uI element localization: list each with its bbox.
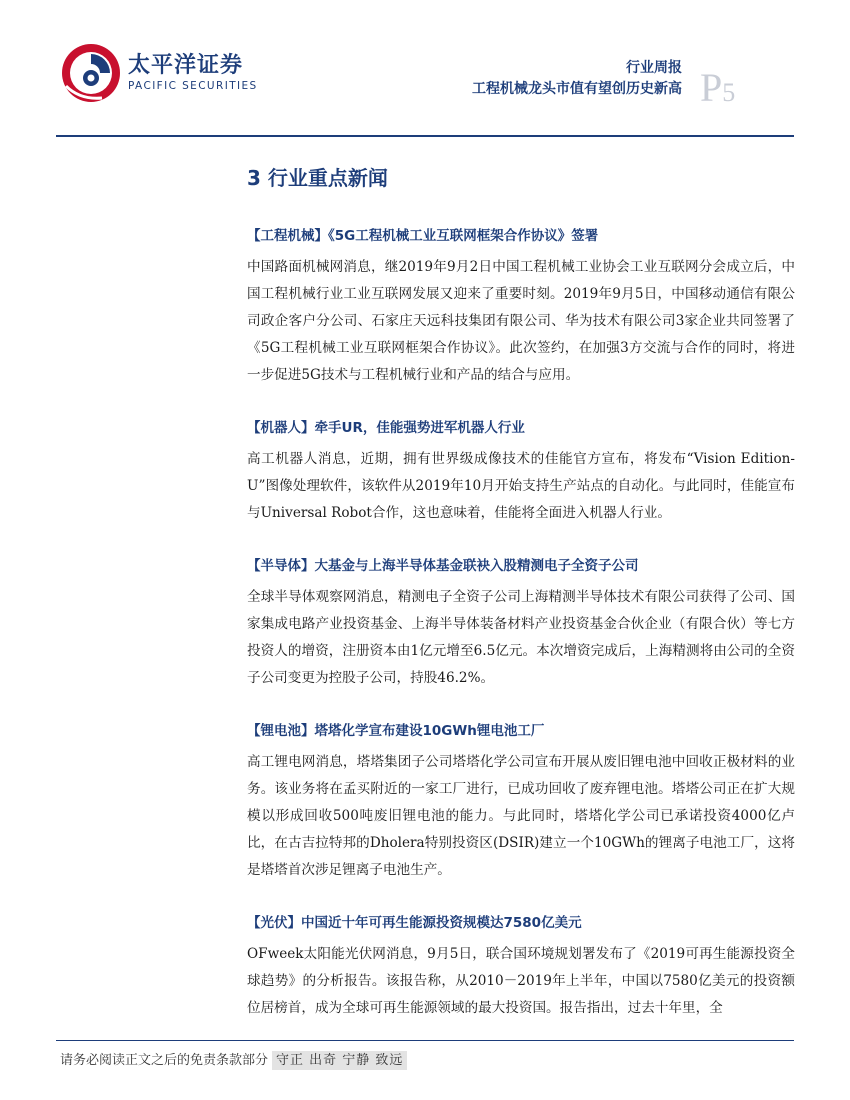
page-number-value: 5 [722,78,736,107]
logo-company-name-cn: 太平洋证券 [128,53,244,78]
logo-company-name-en: PACIFIC SECURITIES [128,80,258,92]
news-headline [247,226,795,246]
header-divider [56,135,794,137]
news-tag: 【工程机械】 [247,228,328,244]
news-item [247,418,795,527]
news-body: 中国路面机械网消息，继2019年9月2日中国工程机械工业协会工业互联网分会成立后，中国工程机械行业工业互联网发展又迎来了重要时刻。2019年9月5日，中国移动通信有限公司政企客户分公司、石家庄天远科技集团有限公司、华为技术有限公司3家企业共同签署了《5G工程机械工业互联网框架合作协议》。此次签约，在加强3方交流与合作的同时，将进一步促进5G技术与工程机械行业和产品的结合与应用。 [247,259,795,383]
news-title: 中国近十年可再生能源投资规模达7580亿美元 [301,915,582,931]
news-tag: 【锂电池】 [247,723,315,739]
news-item [247,721,795,884]
news-body: 高工锂电网消息，塔塔集团子公司塔塔化学公司宣布开展从废旧锂电池中回收正极材料的业务。该业务将在孟买附近的一家工厂进行，已成功回收了废弃锂电池。塔塔公司正在扩大规模以形成回收500吨废旧锂电池的能力。与此同时，塔塔化学公司已承诺投资4000亿卢比，在古吉拉特邦的Dholera特别投资区(DSIR)建立一个10GWh的锂离子电池工厂，这将是塔塔首次涉足锂离子电池生产。 [247,754,795,878]
company-logo [60,42,280,108]
news-item [247,913,795,1022]
news-tag: 【半导体】 [247,558,315,574]
news-headline [247,418,795,438]
section-title: 3 行业重点新闻 [247,166,388,190]
report-type: 行业周报 [626,60,682,76]
news-item [247,556,795,692]
footer-motto: 守正 出奇 宁静 致远 [272,1051,407,1070]
news-headline [247,721,795,741]
footer-divider [56,1040,794,1041]
page-letter: P [700,65,723,110]
news-title: 牵手UR，佳能强势进军机器人行业 [314,420,525,436]
news-headline [247,913,795,933]
news-body: 高工机器人消息，近期，拥有世界级成像技术的佳能官方宣布，将发布“Vision Edition-U”图像处理软件，该软件从2019年10月开始支持生产站点的自动化。与此同时，佳能宣布与Universal Robot合作，这也意味着，佳能将全面进入机器人行业。 [247,451,795,521]
news-tag: 【机器人】 [247,420,315,436]
news-item [247,226,795,389]
news-title: 《5G工程机械工业互联网框架合作协议》签署 [328,228,599,244]
footer [60,1050,407,1072]
page-number [700,65,736,113]
news-headline [247,556,795,576]
news-body: OFweek太阳能光伏网消息，9月5日，联合国环境规划署发布了《2019可再生能源投资全球趋势》的分析报告。该报告称，从2010－2019年上半年，中国以7580亿美元的投资额位居榜首，成为全球可再生能源领域的最大投资国。报告指出，过去十年里，全 [247,946,795,1016]
news-title: 塔塔化学宣布建设10GWh锂电池工厂 [314,723,545,739]
pacific-securities-logo-icon [60,42,122,104]
news-body: 全球半导体观察网消息，精测电子全资子公司上海精测半导体技术有限公司获得了公司、国家集成电路产业投资基金、上海半导体装备材料产业投资基金合伙企业（有限合伙）等七方投资人的增资，注册资本由1亿元增至6.5亿元。本次增资完成后，上海精测将由公司的全资子公司变更为控股子公司，持股46.2%。 [247,589,795,686]
main-content [247,163,795,1051]
news-title: 大基金与上海半导体基金联袂入股精测电子全资子公司 [314,558,639,574]
report-title: 工程机械龙头市值有望创历史新高 [472,81,682,97]
footer-disclaimer: 请务必阅读正文之后的免责条款部分 [60,1053,269,1068]
news-tag: 【光伏】 [247,915,301,931]
